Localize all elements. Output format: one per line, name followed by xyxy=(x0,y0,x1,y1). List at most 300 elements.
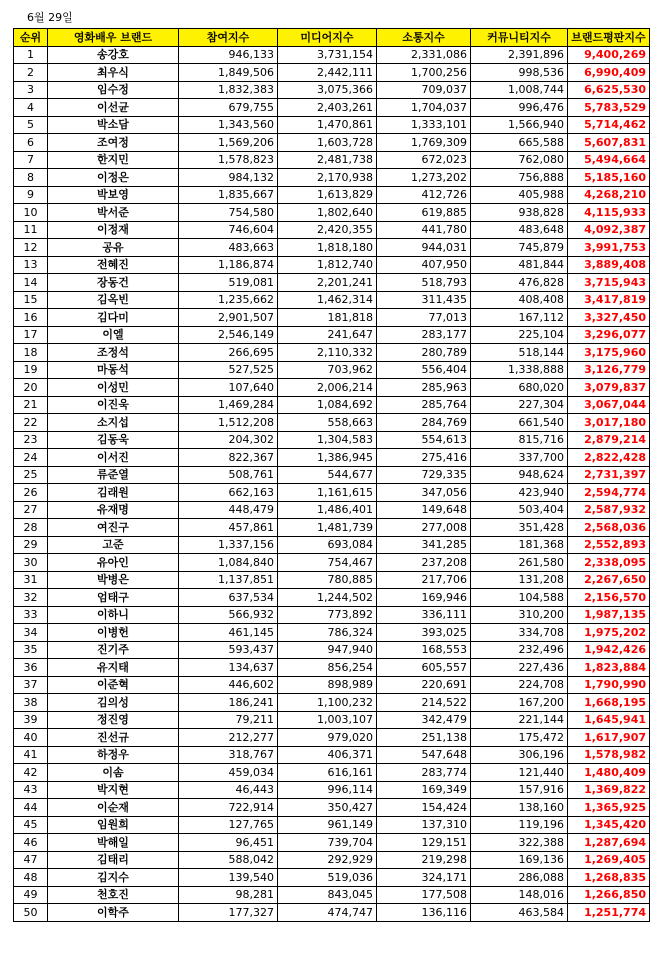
cell-community: 261,580 xyxy=(471,554,568,572)
cell-community: 119,196 xyxy=(471,816,568,834)
cell-brand-reputation: 3,417,819 xyxy=(568,291,650,309)
cell-brand-reputation: 3,991,753 xyxy=(568,239,650,257)
cell-actor-name: 공유 xyxy=(48,239,179,257)
cell-media: 703,962 xyxy=(278,361,377,379)
cell-community: 169,136 xyxy=(471,851,568,869)
table-row xyxy=(14,869,650,887)
cell-brand-reputation: 1,617,907 xyxy=(568,729,650,747)
table-row xyxy=(14,904,650,922)
cell-participation: 822,367 xyxy=(179,449,278,467)
header-participation: 참여지수 xyxy=(179,29,278,47)
cell-participation: 1,137,851 xyxy=(179,571,278,589)
cell-rank: 1 xyxy=(14,46,48,64)
cell-rank: 31 xyxy=(14,571,48,589)
cell-participation: 186,241 xyxy=(179,694,278,712)
cell-rank: 27 xyxy=(14,501,48,519)
cell-participation: 461,145 xyxy=(179,624,278,642)
cell-actor-name: 김동욱 xyxy=(48,431,179,449)
cell-brand-reputation: 2,568,036 xyxy=(568,519,650,537)
cell-community: 286,088 xyxy=(471,869,568,887)
cell-media: 181,818 xyxy=(278,309,377,327)
table-row xyxy=(14,746,650,764)
cell-community: 221,144 xyxy=(471,711,568,729)
cell-community: 423,940 xyxy=(471,484,568,502)
cell-brand-reputation: 1,287,694 xyxy=(568,834,650,852)
cell-communication: 1,769,309 xyxy=(377,134,471,152)
cell-media: 2,110,332 xyxy=(278,344,377,362)
table-row xyxy=(14,519,650,537)
cell-communication: 136,116 xyxy=(377,904,471,922)
cell-community: 157,916 xyxy=(471,781,568,799)
cell-brand-reputation: 9,400,269 xyxy=(568,46,650,64)
cell-communication: 605,557 xyxy=(377,659,471,677)
cell-actor-name: 유재명 xyxy=(48,501,179,519)
cell-participation: 566,932 xyxy=(179,606,278,624)
cell-rank: 4 xyxy=(14,99,48,117)
cell-communication: 214,522 xyxy=(377,694,471,712)
cell-participation: 448,479 xyxy=(179,501,278,519)
cell-brand-reputation: 3,175,960 xyxy=(568,344,650,362)
cell-communication: 1,273,202 xyxy=(377,169,471,187)
cell-communication: 251,138 xyxy=(377,729,471,747)
cell-community: 1,008,744 xyxy=(471,81,568,99)
table-row xyxy=(14,711,650,729)
cell-brand-reputation: 1,365,925 xyxy=(568,799,650,817)
cell-community: 322,388 xyxy=(471,834,568,852)
cell-participation: 588,042 xyxy=(179,851,278,869)
cell-community: 121,440 xyxy=(471,764,568,782)
cell-actor-name: 김래원 xyxy=(48,484,179,502)
cell-media: 1,244,502 xyxy=(278,589,377,607)
cell-communication: 280,789 xyxy=(377,344,471,362)
header-community: 커뮤니티지수 xyxy=(471,29,568,47)
table-row xyxy=(14,221,650,239)
cell-brand-reputation: 1,823,884 xyxy=(568,659,650,677)
table-row xyxy=(14,344,650,362)
cell-rank: 38 xyxy=(14,694,48,712)
cell-community: 232,496 xyxy=(471,641,568,659)
cell-rank: 48 xyxy=(14,869,48,887)
cell-rank: 25 xyxy=(14,466,48,484)
header-communication: 소통지수 xyxy=(377,29,471,47)
cell-rank: 35 xyxy=(14,641,48,659)
header-brand-reputation: 브랜드평판지수 xyxy=(568,29,650,47)
cell-rank: 20 xyxy=(14,379,48,397)
cell-actor-name: 박해일 xyxy=(48,834,179,852)
cell-participation: 96,451 xyxy=(179,834,278,852)
cell-actor-name: 임원희 xyxy=(48,816,179,834)
cell-community: 762,080 xyxy=(471,151,568,169)
header-media: 미디어지수 xyxy=(278,29,377,47)
cell-actor-name: 이서진 xyxy=(48,449,179,467)
table-row xyxy=(14,641,650,659)
cell-community: 463,584 xyxy=(471,904,568,922)
cell-communication: 285,963 xyxy=(377,379,471,397)
cell-participation: 46,443 xyxy=(179,781,278,799)
cell-brand-reputation: 2,822,428 xyxy=(568,449,650,467)
cell-brand-reputation: 1,266,850 xyxy=(568,886,650,904)
cell-media: 1,161,615 xyxy=(278,484,377,502)
cell-rank: 16 xyxy=(14,309,48,327)
cell-rank: 2 xyxy=(14,64,48,82)
cell-community: 661,540 xyxy=(471,414,568,432)
cell-communication: 283,177 xyxy=(377,326,471,344)
cell-actor-name: 이선균 xyxy=(48,99,179,117)
cell-rank: 47 xyxy=(14,851,48,869)
cell-community: 131,208 xyxy=(471,571,568,589)
cell-media: 1,100,232 xyxy=(278,694,377,712)
cell-participation: 139,540 xyxy=(179,869,278,887)
cell-brand-reputation: 1,251,774 xyxy=(568,904,650,922)
cell-actor-name: 김다미 xyxy=(48,309,179,327)
cell-rank: 9 xyxy=(14,186,48,204)
cell-actor-name: 조정석 xyxy=(48,344,179,362)
table-row xyxy=(14,414,650,432)
cell-participation: 1,512,208 xyxy=(179,414,278,432)
cell-brand-reputation: 2,156,570 xyxy=(568,589,650,607)
cell-communication: 137,310 xyxy=(377,816,471,834)
cell-participation: 1,569,206 xyxy=(179,134,278,152)
cell-community: 745,879 xyxy=(471,239,568,257)
cell-brand-reputation: 3,126,779 xyxy=(568,361,650,379)
cell-actor-name: 마동석 xyxy=(48,361,179,379)
table-row xyxy=(14,554,650,572)
cell-actor-name: 김지수 xyxy=(48,869,179,887)
cell-actor-name: 이정재 xyxy=(48,221,179,239)
cell-rank: 36 xyxy=(14,659,48,677)
cell-participation: 1,835,667 xyxy=(179,186,278,204)
cell-participation: 508,761 xyxy=(179,466,278,484)
table-row xyxy=(14,571,650,589)
cell-participation: 679,755 xyxy=(179,99,278,117)
cell-rank: 18 xyxy=(14,344,48,362)
cell-communication: 283,774 xyxy=(377,764,471,782)
table-row xyxy=(14,239,650,257)
cell-community: 938,828 xyxy=(471,204,568,222)
table-row xyxy=(14,589,650,607)
cell-media: 693,084 xyxy=(278,536,377,554)
cell-rank: 33 xyxy=(14,606,48,624)
cell-rank: 37 xyxy=(14,676,48,694)
cell-actor-name: 조여정 xyxy=(48,134,179,152)
cell-brand-reputation: 1,578,982 xyxy=(568,746,650,764)
cell-brand-reputation: 4,268,210 xyxy=(568,186,650,204)
cell-actor-name: 이순재 xyxy=(48,799,179,817)
cell-communication: 1,704,037 xyxy=(377,99,471,117)
cell-participation: 1,469,284 xyxy=(179,396,278,414)
cell-media: 1,470,861 xyxy=(278,116,377,134)
table-row xyxy=(14,186,650,204)
cell-community: 148,016 xyxy=(471,886,568,904)
cell-communication: 220,691 xyxy=(377,676,471,694)
cell-rank: 50 xyxy=(14,904,48,922)
cell-community: 224,708 xyxy=(471,676,568,694)
cell-actor-name: 김태리 xyxy=(48,851,179,869)
cell-brand-reputation: 3,079,837 xyxy=(568,379,650,397)
cell-rank: 29 xyxy=(14,536,48,554)
cell-media: 979,020 xyxy=(278,729,377,747)
cell-brand-reputation: 1,987,135 xyxy=(568,606,650,624)
cell-brand-reputation: 2,267,650 xyxy=(568,571,650,589)
cell-media: 898,989 xyxy=(278,676,377,694)
cell-communication: 2,331,086 xyxy=(377,46,471,64)
cell-media: 773,892 xyxy=(278,606,377,624)
cell-communication: 284,769 xyxy=(377,414,471,432)
cell-community: 227,304 xyxy=(471,396,568,414)
cell-participation: 2,546,149 xyxy=(179,326,278,344)
cell-communication: 554,613 xyxy=(377,431,471,449)
cell-actor-name: 이솜 xyxy=(48,764,179,782)
cell-communication: 393,025 xyxy=(377,624,471,642)
cell-participation: 1,084,840 xyxy=(179,554,278,572)
cell-media: 474,747 xyxy=(278,904,377,922)
cell-communication: 729,335 xyxy=(377,466,471,484)
cell-participation: 593,437 xyxy=(179,641,278,659)
cell-brand-reputation: 1,975,202 xyxy=(568,624,650,642)
table-row xyxy=(14,816,650,834)
table-row xyxy=(14,606,650,624)
cell-rank: 23 xyxy=(14,431,48,449)
cell-rank: 32 xyxy=(14,589,48,607)
cell-rank: 17 xyxy=(14,326,48,344)
cell-brand-reputation: 1,645,941 xyxy=(568,711,650,729)
cell-actor-name: 이성민 xyxy=(48,379,179,397)
table-row xyxy=(14,886,650,904)
cell-actor-name: 류준열 xyxy=(48,466,179,484)
cell-participation: 177,327 xyxy=(179,904,278,922)
cell-communication: 407,950 xyxy=(377,256,471,274)
cell-rank: 49 xyxy=(14,886,48,904)
brand-reputation-table xyxy=(13,28,650,922)
table-row xyxy=(14,256,650,274)
cell-rank: 34 xyxy=(14,624,48,642)
cell-community: 998,536 xyxy=(471,64,568,82)
cell-brand-reputation: 3,715,943 xyxy=(568,274,650,292)
cell-community: 227,436 xyxy=(471,659,568,677)
cell-media: 406,371 xyxy=(278,746,377,764)
cell-brand-reputation: 5,494,664 xyxy=(568,151,650,169)
cell-community: 756,888 xyxy=(471,169,568,187)
table-row xyxy=(14,379,650,397)
table-row xyxy=(14,396,650,414)
cell-media: 2,481,738 xyxy=(278,151,377,169)
cell-participation: 946,133 xyxy=(179,46,278,64)
table-row xyxy=(14,431,650,449)
cell-media: 2,170,938 xyxy=(278,169,377,187)
cell-media: 1,003,107 xyxy=(278,711,377,729)
cell-community: 503,404 xyxy=(471,501,568,519)
cell-actor-name: 김의성 xyxy=(48,694,179,712)
cell-community: 815,716 xyxy=(471,431,568,449)
cell-community: 306,196 xyxy=(471,746,568,764)
cell-participation: 754,580 xyxy=(179,204,278,222)
cell-participation: 98,281 xyxy=(179,886,278,904)
cell-rank: 3 xyxy=(14,81,48,99)
cell-community: 476,828 xyxy=(471,274,568,292)
cell-community: 167,200 xyxy=(471,694,568,712)
date-label: 6월 29일 xyxy=(27,11,73,24)
table-row xyxy=(14,361,650,379)
cell-media: 3,075,366 xyxy=(278,81,377,99)
table-row xyxy=(14,116,650,134)
cell-communication: 709,037 xyxy=(377,81,471,99)
cell-community: 181,368 xyxy=(471,536,568,554)
cell-rank: 19 xyxy=(14,361,48,379)
cell-brand-reputation: 1,790,990 xyxy=(568,676,650,694)
table-row xyxy=(14,309,650,327)
cell-media: 1,084,692 xyxy=(278,396,377,414)
table-row xyxy=(14,99,650,117)
cell-media: 2,442,111 xyxy=(278,64,377,82)
cell-brand-reputation: 5,185,160 xyxy=(568,169,650,187)
cell-community: 483,648 xyxy=(471,221,568,239)
cell-communication: 275,416 xyxy=(377,449,471,467)
cell-communication: 1,700,256 xyxy=(377,64,471,82)
table-row xyxy=(14,151,650,169)
cell-media: 1,603,728 xyxy=(278,134,377,152)
cell-community: 405,988 xyxy=(471,186,568,204)
cell-actor-name: 이준혁 xyxy=(48,676,179,694)
cell-media: 616,161 xyxy=(278,764,377,782)
cell-media: 519,036 xyxy=(278,869,377,887)
cell-community: 104,588 xyxy=(471,589,568,607)
cell-actor-name: 박소담 xyxy=(48,116,179,134)
table-row xyxy=(14,466,650,484)
cell-participation: 134,637 xyxy=(179,659,278,677)
cell-participation: 1,849,506 xyxy=(179,64,278,82)
cell-rank: 13 xyxy=(14,256,48,274)
cell-community: 1,566,940 xyxy=(471,116,568,134)
cell-participation: 2,901,507 xyxy=(179,309,278,327)
cell-participation: 457,861 xyxy=(179,519,278,537)
cell-participation: 662,163 xyxy=(179,484,278,502)
cell-actor-name: 한지민 xyxy=(48,151,179,169)
cell-rank: 7 xyxy=(14,151,48,169)
table-row xyxy=(14,536,650,554)
cell-brand-reputation: 1,345,420 xyxy=(568,816,650,834)
cell-actor-name: 천호진 xyxy=(48,886,179,904)
cell-rank: 46 xyxy=(14,834,48,852)
cell-actor-name: 이정은 xyxy=(48,169,179,187)
cell-rank: 26 xyxy=(14,484,48,502)
cell-communication: 129,151 xyxy=(377,834,471,852)
cell-rank: 41 xyxy=(14,746,48,764)
cell-media: 558,663 xyxy=(278,414,377,432)
cell-actor-name: 박병은 xyxy=(48,571,179,589)
cell-media: 1,818,180 xyxy=(278,239,377,257)
cell-communication: 311,435 xyxy=(377,291,471,309)
cell-communication: 547,648 xyxy=(377,746,471,764)
cell-media: 780,885 xyxy=(278,571,377,589)
table-row xyxy=(14,764,650,782)
cell-media: 961,149 xyxy=(278,816,377,834)
table-row xyxy=(14,81,650,99)
table-row xyxy=(14,274,650,292)
cell-brand-reputation: 3,296,077 xyxy=(568,326,650,344)
cell-rank: 6 xyxy=(14,134,48,152)
cell-communication: 342,479 xyxy=(377,711,471,729)
cell-communication: 219,298 xyxy=(377,851,471,869)
cell-actor-name: 진선규 xyxy=(48,729,179,747)
cell-communication: 324,171 xyxy=(377,869,471,887)
table-row xyxy=(14,46,650,64)
cell-brand-reputation: 1,942,426 xyxy=(568,641,650,659)
cell-community: 680,020 xyxy=(471,379,568,397)
cell-communication: 441,780 xyxy=(377,221,471,239)
cell-rank: 14 xyxy=(14,274,48,292)
cell-media: 1,486,401 xyxy=(278,501,377,519)
cell-participation: 527,525 xyxy=(179,361,278,379)
cell-participation: 1,337,156 xyxy=(179,536,278,554)
table-row xyxy=(14,204,650,222)
cell-communication: 556,404 xyxy=(377,361,471,379)
cell-media: 1,812,740 xyxy=(278,256,377,274)
cell-rank: 39 xyxy=(14,711,48,729)
cell-rank: 43 xyxy=(14,781,48,799)
cell-rank: 42 xyxy=(14,764,48,782)
cell-actor-name: 전혜진 xyxy=(48,256,179,274)
cell-community: 481,844 xyxy=(471,256,568,274)
cell-rank: 12 xyxy=(14,239,48,257)
cell-actor-name: 박지현 xyxy=(48,781,179,799)
cell-brand-reputation: 2,731,397 xyxy=(568,466,650,484)
cell-communication: 237,208 xyxy=(377,554,471,572)
cell-communication: 149,648 xyxy=(377,501,471,519)
cell-media: 2,403,261 xyxy=(278,99,377,117)
cell-brand-reputation: 4,092,387 xyxy=(568,221,650,239)
cell-media: 856,254 xyxy=(278,659,377,677)
cell-actor-name: 유아인 xyxy=(48,554,179,572)
cell-community: 167,112 xyxy=(471,309,568,327)
cell-actor-name: 이병헌 xyxy=(48,624,179,642)
cell-media: 241,647 xyxy=(278,326,377,344)
cell-brand-reputation: 3,327,450 xyxy=(568,309,650,327)
cell-media: 996,114 xyxy=(278,781,377,799)
cell-brand-reputation: 5,714,462 xyxy=(568,116,650,134)
table-row xyxy=(14,851,650,869)
cell-rank: 28 xyxy=(14,519,48,537)
cell-communication: 169,349 xyxy=(377,781,471,799)
cell-brand-reputation: 3,889,408 xyxy=(568,256,650,274)
cell-rank: 40 xyxy=(14,729,48,747)
cell-media: 1,462,314 xyxy=(278,291,377,309)
cell-media: 292,929 xyxy=(278,851,377,869)
cell-actor-name: 고준 xyxy=(48,536,179,554)
cell-communication: 518,793 xyxy=(377,274,471,292)
header-actor-brand: 영화배우 브랜드 xyxy=(48,29,179,47)
cell-brand-reputation: 5,607,831 xyxy=(568,134,650,152)
cell-brand-reputation: 1,268,835 xyxy=(568,869,650,887)
cell-media: 754,467 xyxy=(278,554,377,572)
cell-brand-reputation: 2,552,893 xyxy=(568,536,650,554)
cell-brand-reputation: 2,594,774 xyxy=(568,484,650,502)
cell-brand-reputation: 6,625,530 xyxy=(568,81,650,99)
table-row xyxy=(14,624,650,642)
cell-rank: 21 xyxy=(14,396,48,414)
cell-media: 843,045 xyxy=(278,886,377,904)
cell-community: 2,391,896 xyxy=(471,46,568,64)
cell-brand-reputation: 2,338,095 xyxy=(568,554,650,572)
cell-media: 1,802,640 xyxy=(278,204,377,222)
cell-brand-reputation: 1,269,405 xyxy=(568,851,650,869)
cell-communication: 169,946 xyxy=(377,589,471,607)
cell-communication: 1,333,101 xyxy=(377,116,471,134)
table-row xyxy=(14,501,650,519)
cell-community: 408,408 xyxy=(471,291,568,309)
cell-rank: 24 xyxy=(14,449,48,467)
table-row xyxy=(14,729,650,747)
cell-communication: 168,553 xyxy=(377,641,471,659)
